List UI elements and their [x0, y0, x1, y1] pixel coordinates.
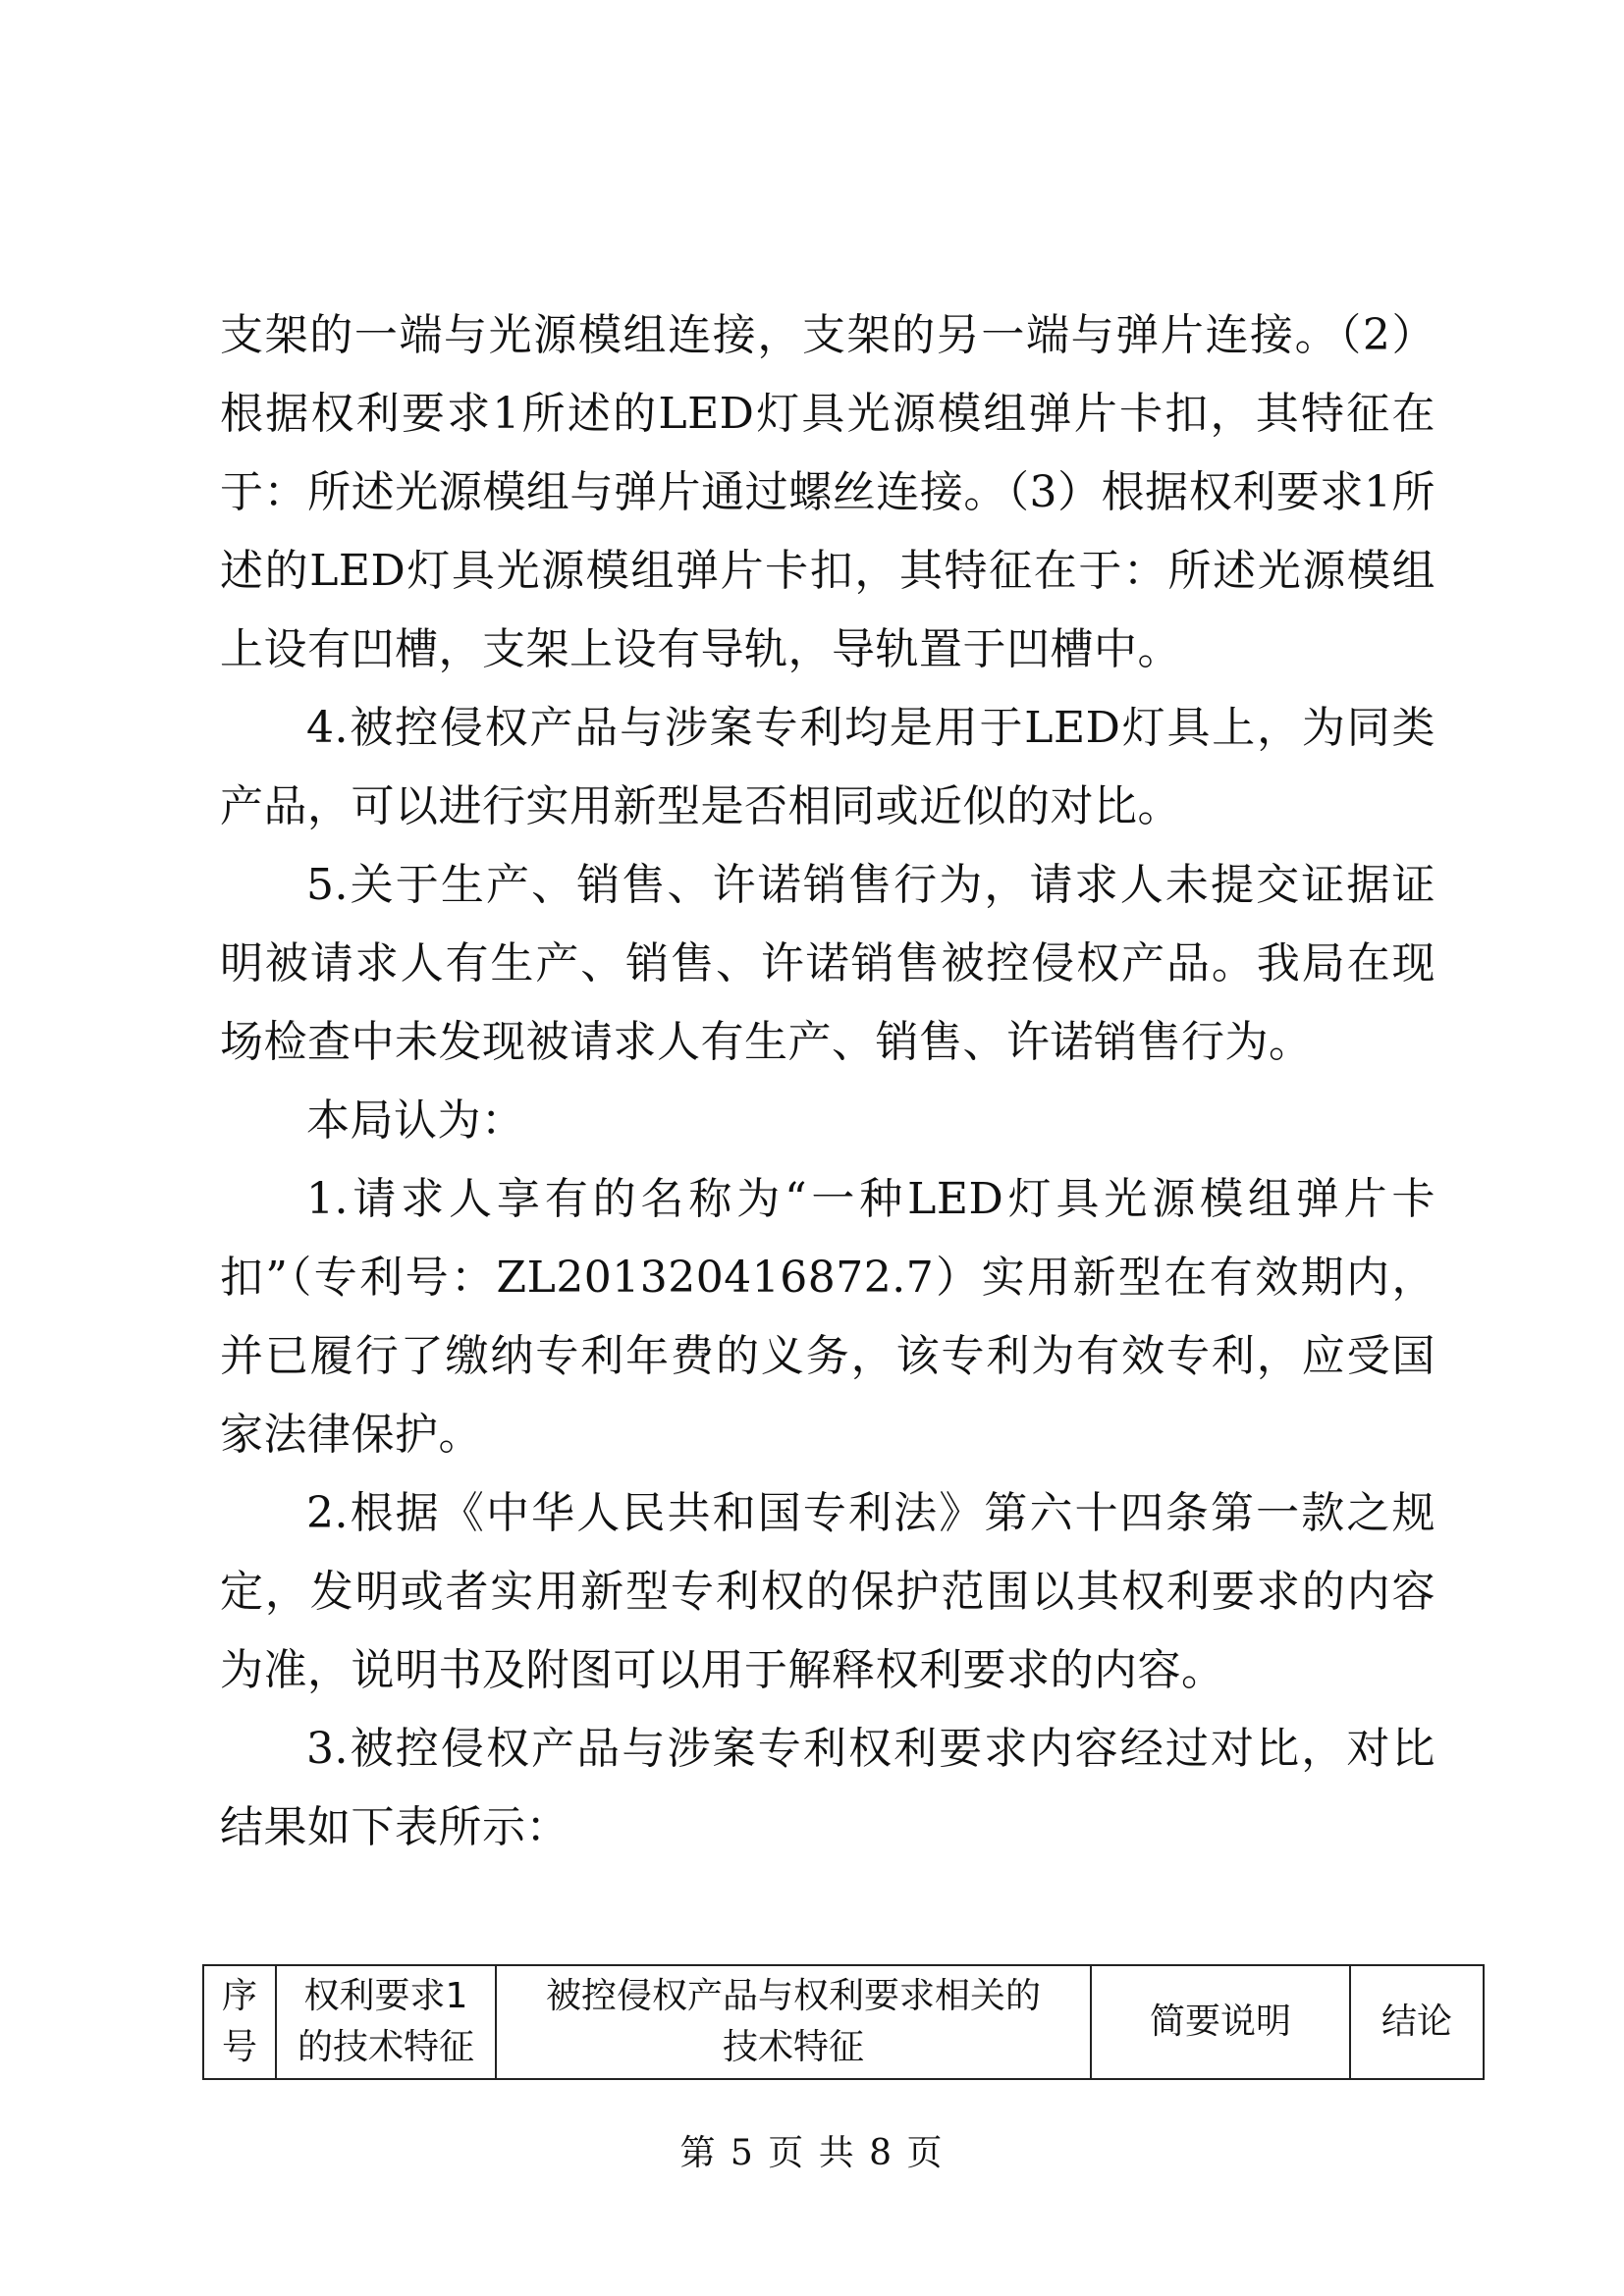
comparison-table-wrapper [202, 1964, 1483, 2080]
paragraph: 4.被控侵权产品与涉案专利均是用于LED灯具上，为同类产品，可以进行实用新型是否相同或近似的对比。 [220, 703, 1435, 831]
header-line: 的技术特征 [297, 2027, 474, 2067]
header-claim-features [276, 1965, 496, 2079]
header-serial-number [203, 1965, 276, 2079]
header-line: 号 [221, 2027, 257, 2067]
header-accused-product-features [496, 1965, 1091, 2079]
header-line: 简要说明 [1149, 2002, 1291, 2042]
paragraph: 本局认为： [306, 1095, 525, 1146]
page-number-footer: 第 5 页 共 8 页 [679, 2133, 945, 2173]
comparison-table [202, 1964, 1485, 2080]
paragraph: 1.请求人享有的名称为“一种LED灯具光源模组弹片卡扣”（专利号：ZL201320416872.7）实用新型在有效期内，并已履行了缴纳专利年费的义务，该专利为有效专利，应受国家法律保护。 [220, 1174, 1435, 1460]
paragraph: 2.根据《中华人民共和国专利法》第六十四条第一款之规定，发明或者实用新型专利权的保护范围以其权利要求的内容为准，说明书及附图可以用于解释权利要求的内容。 [220, 1488, 1435, 1695]
header-conclusion [1350, 1965, 1484, 2079]
paragraph: 支架的一端与光源模组连接，支架的另一端与弹片连接。（2）根据权利要求1所述的LED灯具光源模组弹片卡扣，其特征在于：所述光源模组与弹片通过螺丝连接。（3）根据权利要求1所述的LED灯具光源模组弹片卡扣，其特征在于：所述光源模组上设有凹槽，支架上设有导轨，导轨置于凹槽中。 [220, 310, 1435, 674]
header-line: 序 [221, 1976, 257, 2016]
paragraph: 5.关于生产、销售、许诺销售行为，请求人未提交证据证明被请求人有生产、销售、许诺销售被控侵权产品。我局在现场检查中未发现被请求人有生产、销售、许诺销售行为。 [220, 860, 1435, 1067]
header-brief-description [1091, 1965, 1350, 2079]
paragraph: 3.被控侵权产品与涉案专利权利要求内容经过对比，对比结果如下表所示： [220, 1724, 1435, 1852]
header-line: 权利要求1 [303, 1976, 468, 2016]
header-line: 技术特征 [722, 2027, 864, 2067]
body-text [220, 296, 1435, 1867]
table-header-row [203, 1965, 1484, 2079]
header-line: 结论 [1380, 2002, 1452, 2042]
header-line: 被控侵权产品与权利要求相关的 [545, 1976, 1041, 2016]
